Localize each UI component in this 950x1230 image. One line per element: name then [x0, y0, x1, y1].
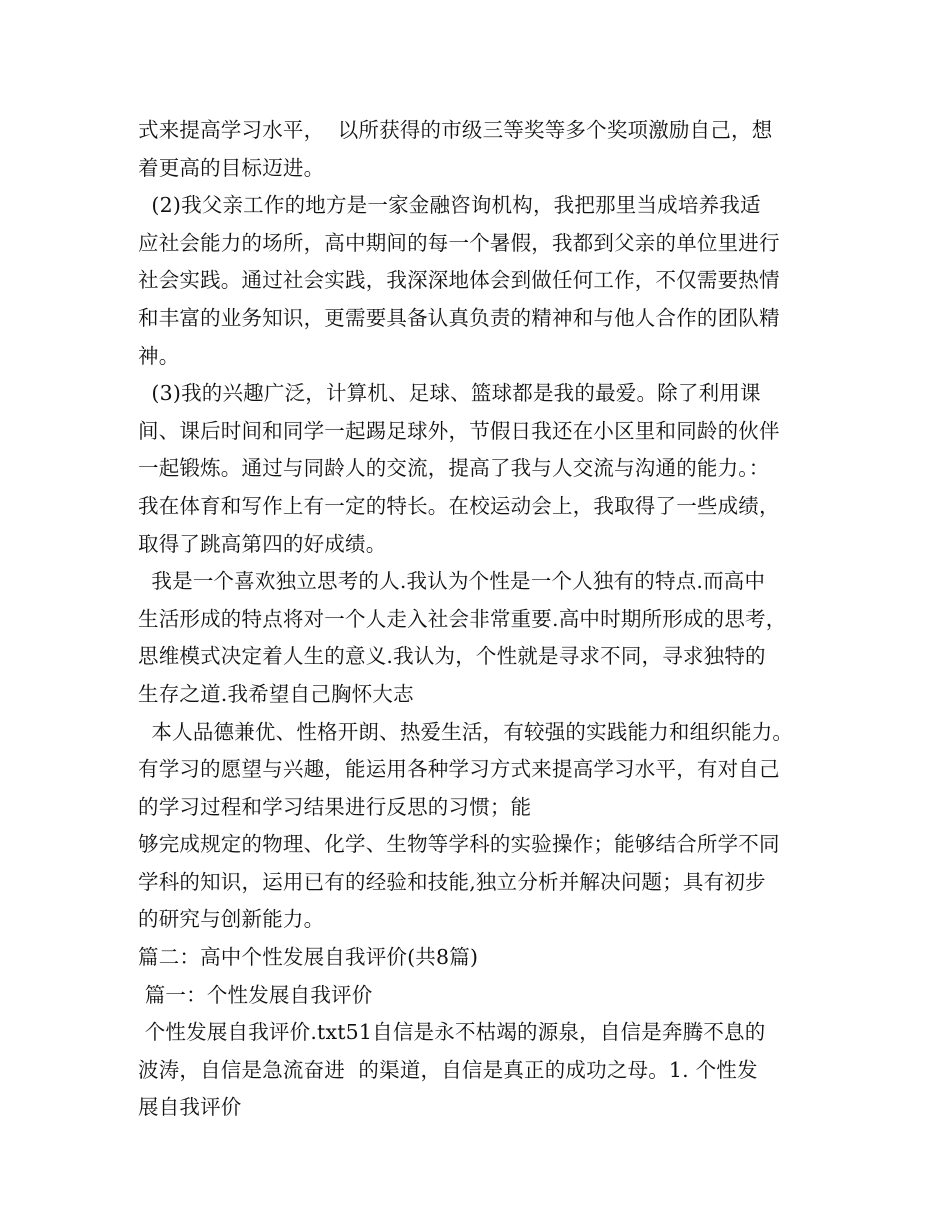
text-line: (2)我父亲工作的地方是一家金融咨询机构，我把那里当成培养我适 — [138, 193, 761, 218]
text-line: 和丰富的业务知识，更需要具备认真负责的精神和与他人合作的团队精 — [138, 305, 780, 330]
text-line: 的学习过程和学习结果进行反思的习惯；能 — [138, 794, 532, 819]
text-line: 一起锻炼。通过与同龄人的交流，提高了我与人交流与沟通的能力。： — [138, 456, 770, 481]
text-line: 够完成规定的物理、化学、生物等学科的实验操作；能够结合所学不同 — [138, 832, 780, 857]
text-line: 我是一个喜欢独立思考的人.我认为个性是一个人独有的特点.而高中 — [138, 569, 766, 594]
text-line: 生活形成的特点将对一个人走入社会非常重要.高中时期所形成的思考， — [138, 606, 787, 631]
text-line: 式来提高学习水平， 以所获得的市级三等奖等多个奖项激励自己，想 — [138, 118, 773, 142]
text-line: 学科的知识，运用已有的经验和技能,独立分析并解决问题；具有初步 — [138, 869, 766, 894]
text-line: 思维模式决定着人生的意义.我认为，个性就是寻求不同，寻求独特的 — [138, 644, 766, 669]
document-body — [138, 112, 828, 1127]
text-line: 取得了跳高第四的好成绩。 — [138, 531, 387, 556]
text-line: 本人品德兼优、性格开朗、热爱生活，有较强的实践能力和组织能力。 — [138, 719, 794, 744]
text-line: 个性发展自我评价.txt51自信是永不枯竭的源泉，自信是奔腾不息的 — [138, 1020, 766, 1045]
subsection-heading: 篇一：个性发展自我评价 — [138, 982, 373, 1007]
text-line: 着更高的目标迈进。 — [138, 155, 325, 180]
text-line: 波涛，自信是急流奋进 的渠道，自信是真正的成功之母。1. 个性发 — [138, 1057, 758, 1082]
text-line: 社会实践。通过社会实践，我深深地体会到做任何工作，不仅需要热情 — [138, 268, 780, 293]
text-line: (3)我的兴趣广泛，计算机、足球、篮球都是我的最爱。除了利用课 — [138, 381, 761, 406]
text-line: 的研究与创新能力。 — [138, 907, 325, 932]
section-heading: 篇二：高中个性发展自我评价(共8篇) — [138, 945, 479, 970]
text-line: 生存之道.我希望自己胸怀大志 — [138, 681, 414, 706]
text-line: 间、课后时间和同学一起踢足球外，节假日我还在小区里和同龄的伙伴 — [138, 418, 780, 443]
text-line: 展自我评价 — [138, 1095, 242, 1120]
text-line: 有学习的愿望与兴趣，能运用各种学习方式来提高学习水平，有对自己 — [138, 757, 780, 782]
text-line: 应社会能力的场所，高中期间的每一个暑假，我都到父亲的单位里进行 — [138, 230, 780, 255]
text-line: 我在体育和写作上有一定的特长。在校运动会上，我取得了一些成绩， — [138, 493, 780, 518]
text-line: 神。 — [138, 343, 180, 368]
